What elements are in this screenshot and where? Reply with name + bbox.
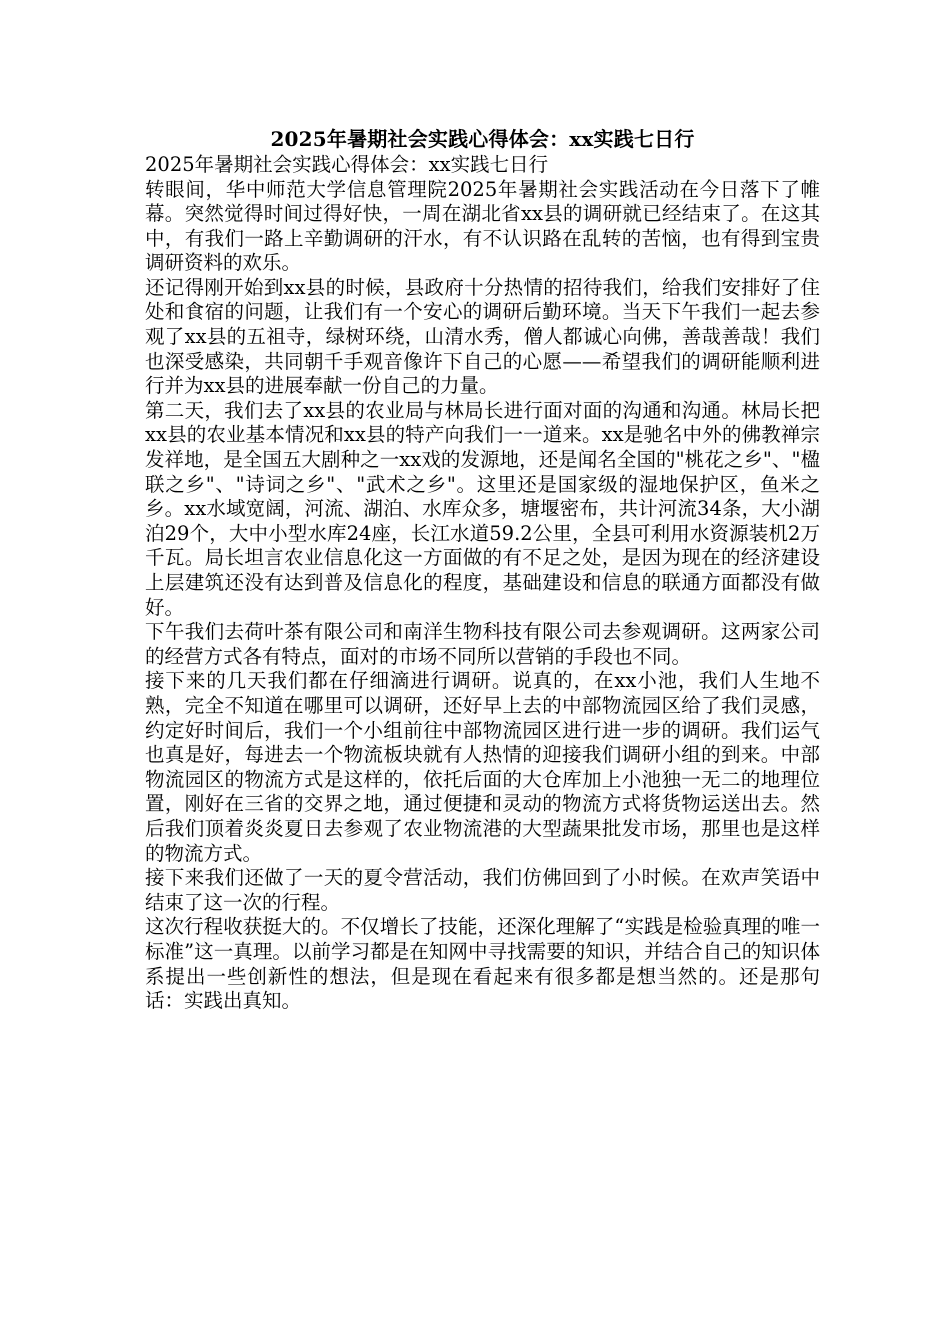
paragraph-arrival: 还记得刚开始到xx县的时候，县政府十分热情的招待我们，给我们安排好了住处和食宿的问题，让我们有一个安心的调研后勤环境。当天下午我们一起去参观了xx县的五祖寺，绿树环绕，山清水秀，僧人都诚心向佛，善哉善哉！我们也深受感染，共同朝千手观音像许下自己的心愿——希望我们的调研能顺利进行并为xx县的进展奉献一份自己的力量。 bbox=[145, 275, 820, 398]
paragraph-summer-camp: 接下来我们还做了一天的夏令营活动，我们仿佛回到了小时候。在欢声笑语中结束了这一次的行程。 bbox=[145, 866, 820, 914]
paragraph-conclusion: 这次行程收获挺大的。不仅增长了技能，还深化理解了“实践是检验真理的唯一标准”这一真理。以前学习都是在知网中寻找需要的知识，并结合自己的知识体系提出一些创新性的想法，但是现在看起来有很多都是想当然的。还是那句话：实践出真知。 bbox=[145, 915, 820, 1013]
document-subtitle: 2025年暑期社会实践心得体会：xx实践七日行 bbox=[145, 153, 549, 176]
document-page bbox=[145, 126, 820, 1014]
paragraph-day-two: 第二天，我们去了xx县的农业局与林局长进行面对面的沟通和沟通。林局长把xx县的农业基本情况和xx县的特产向我们一一道来。xx是驰名中外的佛教禅宗发祥地，是全国五大剧种之一xx戏的发源地，还是闻名全国的"桃花之乡"、"楹联之乡"、"诗词之乡"、"武术之乡"。这里还是国家级的湿地保护区，鱼米之乡。xx水域宽阔，河流、湖泊、水库众多，塘堰密布，共计河流34条，大小湖泊29个，大中小型水库24座，长江水道59.2公里，全县可利用水资源装机2万千瓦。局长坦言农业信息化这一方面做的有不足之处，是因为现在的经济建设上层建筑还没有达到普及信息化的程度，基础建设和信息的联通方面都没有做好。 bbox=[145, 398, 820, 619]
paragraph-afternoon-visit: 下午我们去荷叶茶有限公司和南洋生物科技有限公司去参观调研。这两家公司的经营方式各有特点，面对的市场不同所以营销的手段也不同。 bbox=[145, 620, 820, 668]
paragraph-intro: 转眼间，华中师范大学信息管理院2025年暑期社会实践活动在今日落下了帷幕。突然觉得时间过得好快，一周在湖北省xx县的调研就已经结束了。在这其中，有我们一路上辛勤调研的汗水，有不认识路在乱转的苦恼，也有得到宝贵调研资料的欢乐。 bbox=[145, 177, 820, 275]
paragraph-following-days: 接下来的几天我们都在仔细滴进行调研。说真的，在xx小池，我们人生地不熟，完全不知道在哪里可以调研，还好早上去的中部物流园区给了我们灵感，约定好时间后，我们一个小组前往中部物流园区进行进一步的调研。我们运气也真是好，每进去一个物流板块就有人热情的迎接我们调研小组的到来。中部物流园区的物流方式是这样的，依托后面的大仓库加上小池独一无二的地理位置，刚好在三省的交界之地，通过便捷和灵动的物流方式将货物运送出去。然后我们顶着炎炎夏日去参观了农业物流港的大型蔬果批发市场，那里也是这样的物流方式。 bbox=[145, 669, 820, 865]
document-title: 2025年暑期社会实践心得体会：xx实践七日行 bbox=[270, 127, 695, 151]
